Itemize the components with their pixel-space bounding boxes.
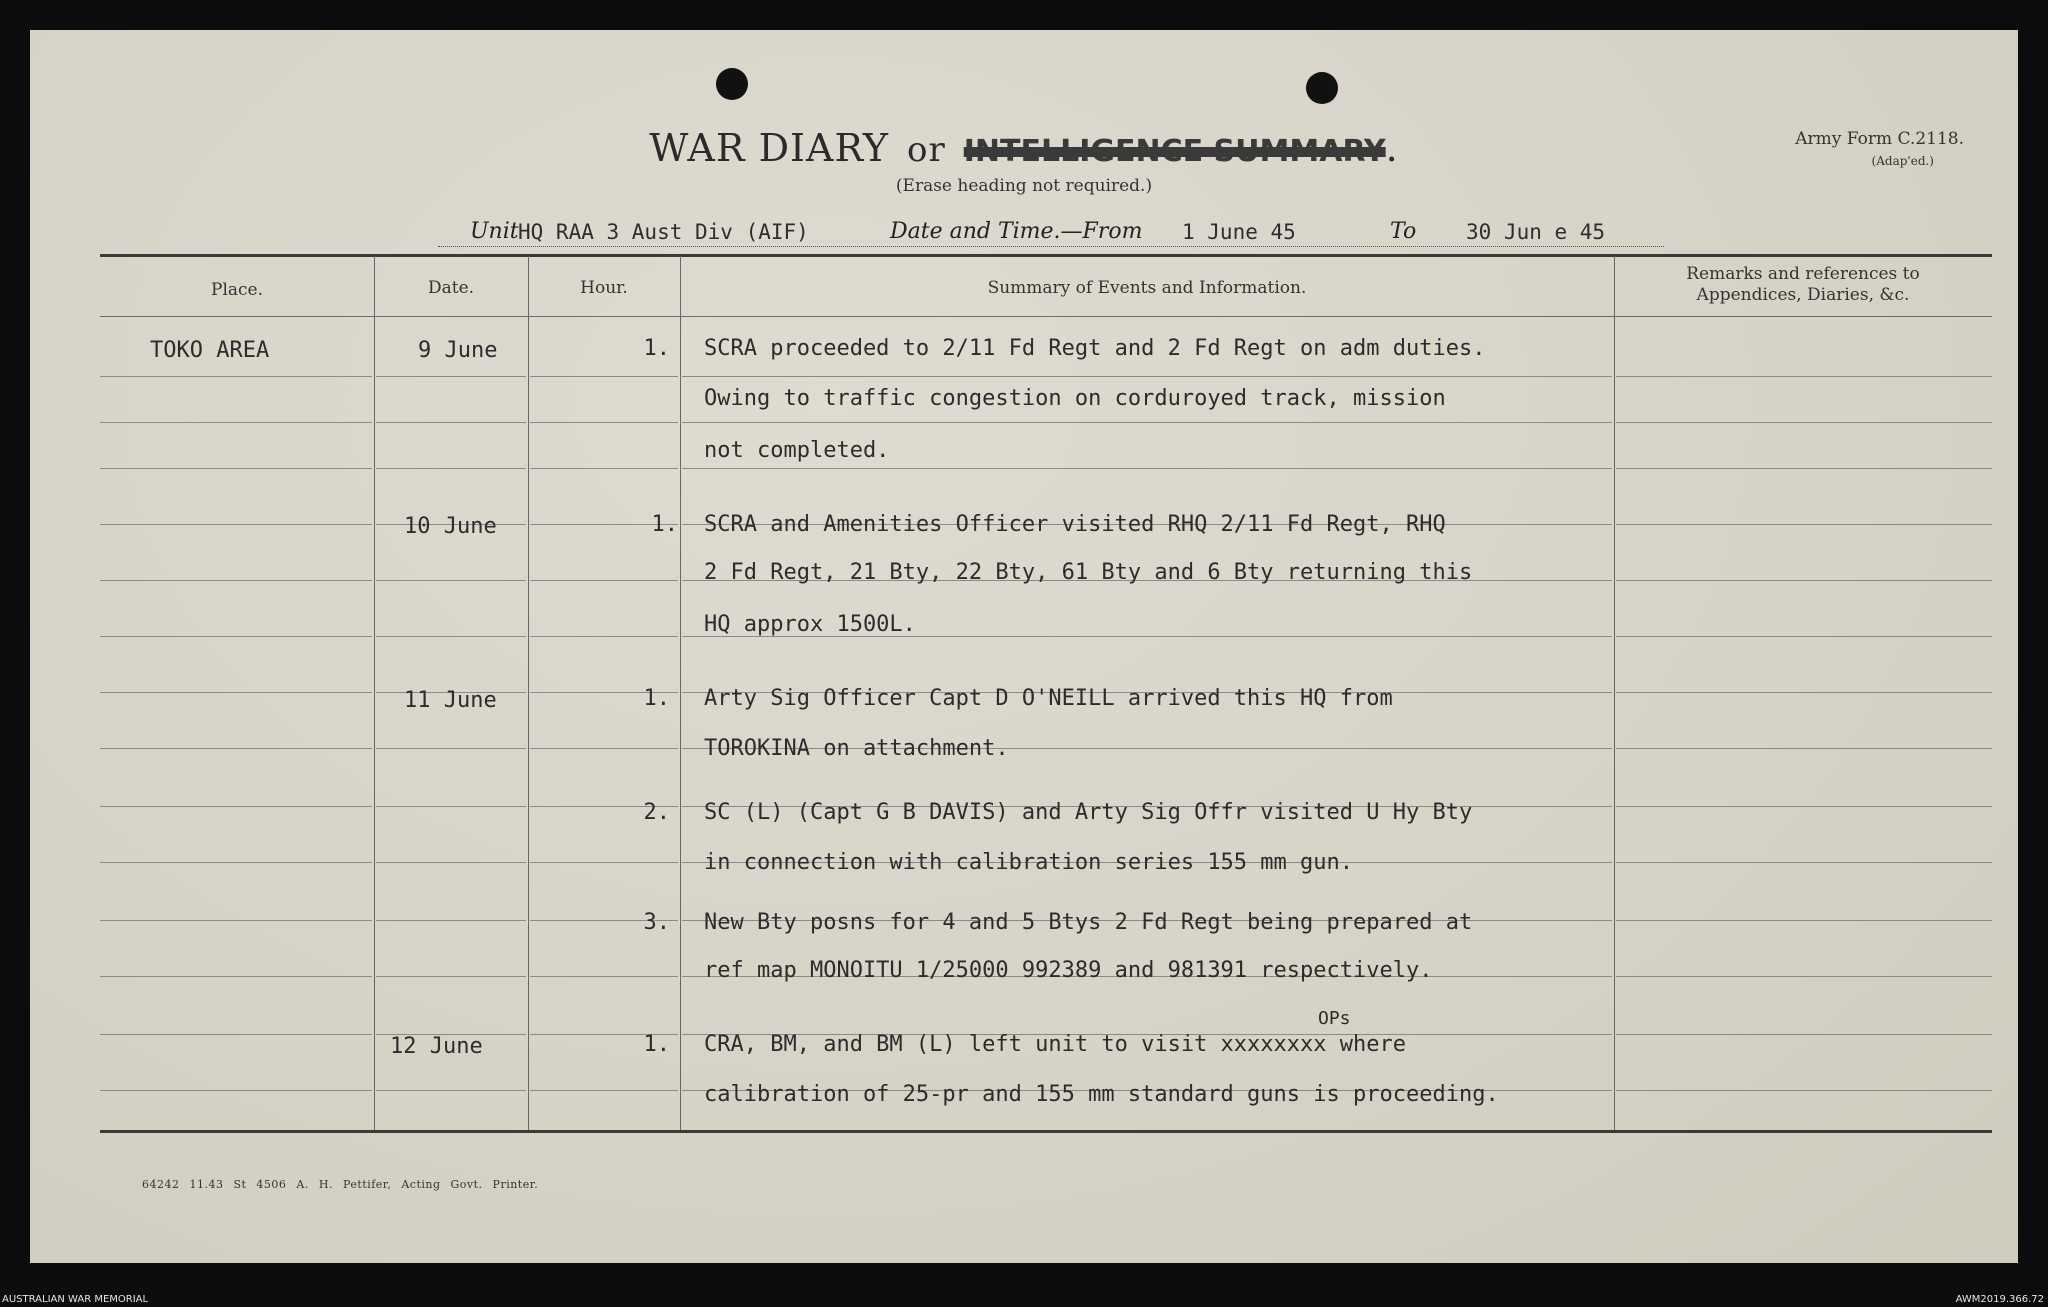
title-struck: INTELLIGENCE SUMMARY <box>963 134 1386 169</box>
from-value: 1 June 45 <box>1182 220 1296 244</box>
row-rule <box>100 636 372 637</box>
row-rule <box>1616 1034 1992 1035</box>
row-rule <box>1616 376 1992 377</box>
summary-line: 2 Fd Regt, 21 Bty, 22 Bty, 61 Bty and 6 Bty returning this <box>704 560 1473 585</box>
row-rule <box>376 376 526 377</box>
row-rule <box>100 976 372 977</box>
row-rule <box>376 580 526 581</box>
summary-line: TOROKINA on attachment. <box>704 736 1009 761</box>
archive-reference: AWM2019.366.72 <box>1955 1294 2044 1305</box>
entry-date: 12 June <box>390 1034 483 1059</box>
col-divider-summary <box>1614 256 1615 1130</box>
row-rule <box>682 468 1612 469</box>
entry-hour: 1. <box>651 512 678 537</box>
row-rule <box>682 422 1612 423</box>
row-rule <box>376 422 526 423</box>
summary-line: SCRA proceeded to 2/11 Fd Regt and 2 Fd Regt on adm duties. <box>704 336 1486 361</box>
to-label: To <box>1390 219 1417 244</box>
row-rule <box>1616 920 1992 921</box>
date-label: Date and Time.—From <box>890 219 1143 244</box>
row-rule <box>100 806 372 807</box>
header-remarks <box>1614 264 1992 306</box>
entry-hour: 1. <box>643 1032 670 1057</box>
header-hour: Hour. <box>580 278 628 298</box>
row-rule <box>100 524 372 525</box>
row-rule <box>530 976 678 977</box>
summary-line: SCRA and Amenities Officer visited RHQ 2/11 Fd Regt, RHQ <box>704 512 1446 537</box>
row-rule <box>376 748 526 749</box>
diary-sheet <box>30 30 2018 1263</box>
summary-line: CRA, BM, and BM (L) left unit to visit xxxxxxxx where <box>704 1032 1406 1057</box>
row-rule <box>530 1090 678 1091</box>
row-rule <box>682 376 1612 377</box>
row-rule <box>376 1090 526 1091</box>
row-rule <box>1616 468 1992 469</box>
summary-line: Owing to traffic congestion on corduroyed track, mission <box>704 386 1446 411</box>
row-rule <box>530 580 678 581</box>
to-value: 30 Jun e 45 <box>1466 220 1606 244</box>
row-rule <box>100 422 372 423</box>
row-rule <box>530 862 678 863</box>
army-form-number: Army Form C.2118. <box>1795 129 1964 149</box>
header-remarks-line1: Remarks and references to <box>1686 264 1920 284</box>
row-rule <box>100 376 372 377</box>
summary-line: New Bty posns for 4 and 5 Btys 2 Fd Regt being prepared at <box>704 910 1473 935</box>
row-rule <box>100 580 372 581</box>
entry-hour: 1. <box>643 336 670 361</box>
entry-hour: 1. <box>643 686 670 711</box>
table-bottom-rule <box>100 1130 1992 1133</box>
row-rule <box>530 636 678 637</box>
header-rule <box>100 316 1992 317</box>
summary-line: SC (L) (Capt G B DAVIS) and Arty Sig Offr visited U Hy Bty <box>704 800 1473 825</box>
row-rule <box>100 692 372 693</box>
row-rule <box>100 1090 372 1091</box>
row-rule <box>530 748 678 749</box>
row-rule <box>100 748 372 749</box>
row-rule <box>376 862 526 863</box>
row-rule <box>1616 636 1992 637</box>
col-divider-date <box>528 256 529 1130</box>
row-rule <box>376 976 526 977</box>
entry-date: 11 June <box>404 688 497 713</box>
row-rule <box>530 468 678 469</box>
printer-imprint: 64242 11.43 St 4506 A. H. Pettifer, Acting Govt. Printer. <box>142 1178 539 1191</box>
table-top-rule <box>100 254 1992 257</box>
row-rule <box>1616 862 1992 863</box>
entry-hour: 3. <box>643 910 670 935</box>
entry-hour: 2. <box>643 800 670 825</box>
entry-date: 9 June <box>418 338 498 363</box>
summary-line: Arty Sig Officer Capt D O'NEILL arrived this HQ from <box>704 686 1393 711</box>
diary-table <box>30 30 2018 1263</box>
title-suffix: . <box>1385 126 1399 170</box>
header-summary: Summary of Events and Information. <box>987 278 1307 298</box>
entry-date: 10 June <box>404 514 497 539</box>
row-rule <box>1616 806 1992 807</box>
row-rule <box>100 862 372 863</box>
row-rule <box>100 920 372 921</box>
title-prefix: WAR DIARY <box>649 126 890 170</box>
title-or: or <box>907 130 946 170</box>
header-place: Place. <box>211 280 263 300</box>
row-rule <box>376 806 526 807</box>
col-divider-hour <box>680 256 681 1130</box>
unit-label: Unit <box>470 219 519 244</box>
row-rule <box>100 468 372 469</box>
entry-place: TOKO AREA <box>150 338 270 363</box>
archive-caption: AUSTRALIAN WAR MEMORIAL <box>2 1294 149 1305</box>
row-rule <box>1616 422 1992 423</box>
row-rule <box>1616 580 1992 581</box>
row-rule <box>100 1034 372 1035</box>
adapted-label: (Adap'ed.) <box>1871 154 1934 168</box>
summary-line: calibration of 25-pr and 155 mm standard guns is proceeding. <box>704 1082 1499 1107</box>
unit-value: HQ RAA 3 Aust Div (AIF) <box>518 220 809 244</box>
col-divider-place <box>374 256 375 1130</box>
header-remarks-line2: Appendices, Diaries, &c. <box>1696 285 1910 305</box>
header-date: Date. <box>427 278 475 298</box>
row-rule <box>1616 524 1992 525</box>
row-rule <box>376 468 526 469</box>
row-rule <box>1616 692 1992 693</box>
summary-line: HQ approx 1500L. <box>704 612 916 637</box>
erase-note: (Erase heading not required.) <box>895 176 1153 196</box>
row-rule <box>530 422 678 423</box>
summary-line: ref map MONOITU 1/25000 992389 and 981391 respectively. <box>704 958 1433 983</box>
row-rule <box>376 636 526 637</box>
row-rule <box>1616 976 1992 977</box>
row-rule <box>1616 1090 1992 1091</box>
row-rule <box>530 376 678 377</box>
inserted-word: OPs <box>1318 1008 1351 1029</box>
summary-line: in connection with calibration series 155 mm gun. <box>704 850 1354 875</box>
summary-line: not completed. <box>704 438 890 463</box>
row-rule <box>1616 748 1992 749</box>
row-rule <box>376 920 526 921</box>
